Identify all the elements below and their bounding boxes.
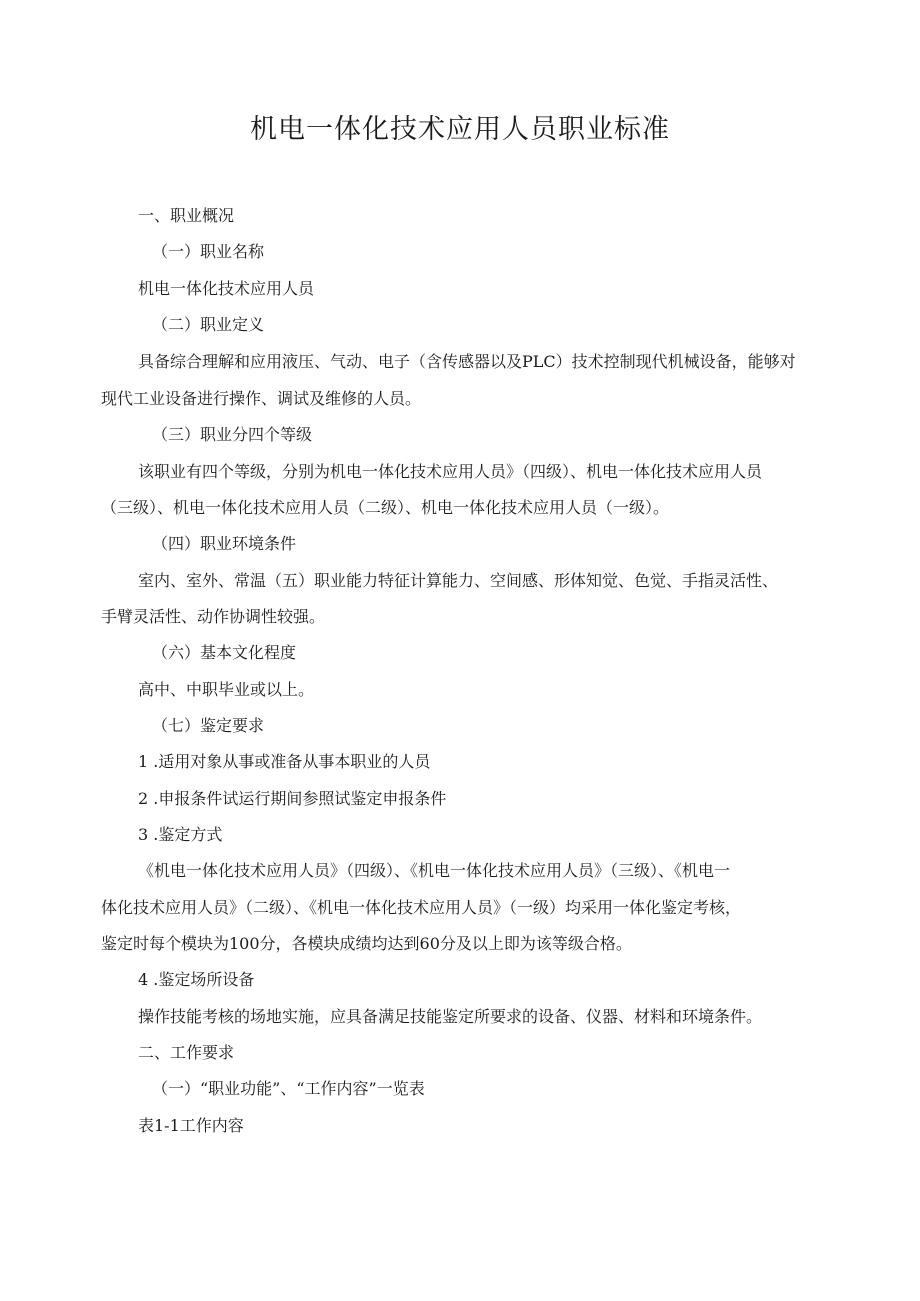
paragraph-method-line-3: 鉴定时每个模块为100分，各模块成绩均达到60分及以上即为该等级合格。 xyxy=(101,934,632,953)
paragraph-method-line-2: 体化技术应用人员》（二级）、《机电一体化技术应用人员》（一级）均采用一体化鉴定考核， xyxy=(101,898,742,917)
subheading-environment: （四）职业环境条件 xyxy=(152,534,297,553)
section-heading-work-requirements: 二、工作要求 xyxy=(138,1043,235,1062)
paragraph-venue: 操作技能考核的场地实施，应具备满足技能鉴定所要求的设备、仪器、材料和环境条件。 xyxy=(138,1007,763,1026)
list-item-applicable: 1 .适用对象从事或准备从事本职业的人员 xyxy=(138,752,431,771)
list-item-venue: 4 .鉴定场所设备 xyxy=(138,970,255,989)
paragraph-levels-line-1: 该职业有四个等级，分别为机电一体化技术应用人员》（四级）、机电一体化技术应用人员 xyxy=(138,462,763,481)
subheading-occupation-definition: （二）职业定义 xyxy=(152,315,265,334)
list-item-conditions: 2 .申报条件试运行期间参照试鉴定申报条件 xyxy=(138,789,447,808)
paragraph-occupation-name: 机电一体化技术应用人员 xyxy=(138,279,315,298)
subheading-function-list: （一）“职业功能”、“工作内容”一览表 xyxy=(152,1079,425,1098)
list-item-method: 3 .鉴定方式 xyxy=(138,825,223,844)
paragraph-definition-line-1: 具备综合理解和应用液压、气动、电子（含传感器以及PLC）技术控制现代机械设备，能够对 xyxy=(138,352,796,371)
subheading-education: （六）基本文化程度 xyxy=(152,643,297,662)
subheading-levels: （三）职业分四个等级 xyxy=(152,425,313,444)
paragraph-definition-line-2: 现代工业设备进行操作、调试及维修的人员。 xyxy=(101,389,422,408)
document-title: 机电一体化技术应用人员职业标准 xyxy=(250,114,670,145)
paragraph-environment-line-1: 室内、室外、常温（五）职业能力特征计算能力、空间感、形体知觉、色觉、手指灵活性、 xyxy=(138,571,779,590)
subheading-occupation-name: （一）职业名称 xyxy=(152,242,265,261)
subheading-assessment: （七）鉴定要求 xyxy=(152,716,265,735)
paragraph-education: 高中、中职毕业或以上。 xyxy=(138,680,315,699)
paragraph-levels-line-2: （三级）、机电一体化技术应用人员（二级）、机电一体化技术应用人员（一级）。 xyxy=(101,498,670,517)
paragraph-environment-line-2: 手臂灵活性、动作协调性较强。 xyxy=(101,607,326,626)
table-caption: 表1-1工作内容 xyxy=(138,1116,244,1135)
paragraph-method-line-1: 《机电一体化技术应用人员》（四级）、《机电一体化技术应用人员》（三级）、《机电一 xyxy=(138,861,731,880)
section-heading-overview: 一、职业概况 xyxy=(138,206,235,225)
